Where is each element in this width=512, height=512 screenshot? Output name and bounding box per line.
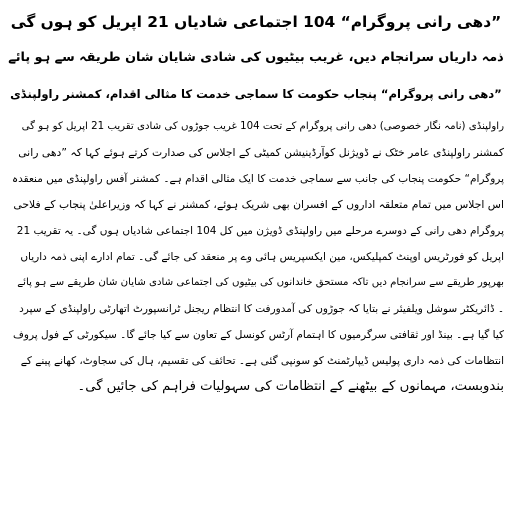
headline-sub-2: ”دھی رانی پروگرام“ پنجاب حکومت کا سماجی خدمت کا مثالی اقدام، کمشنر راولپنڈی xyxy=(10,87,502,101)
body-line: ۔ ڈائریکٹر سوشل ویلفیئر نے بتایا کہ جوڑوں کی آمدورفت کا انتظام ریجنل ٹرانسپورٹ اتھارٹی راولپنڈی کے سپرد xyxy=(19,303,504,315)
body-line: راولپنڈی (نامہ نگار خصوصی) دھی رانی پروگرام کے تحت 104 غریب جوڑوں کی شادی تقریب 21 اپریل کو ہو گی xyxy=(21,121,504,132)
body-line: بندوبست، مہمانوں کے بیٹھنے کے انتظامات کی سہولیات فراہم کی جائیں گی۔ xyxy=(77,379,504,394)
body-line: بھرپور طریقے سے سرانجام دیں تاکہ مستحق خاندانوں کی بیٹیوں کی اجتماعی شادی شایان شان طریقے سے ہو پائے xyxy=(17,277,504,288)
body-line: اس اجلاس میں تمام متعلقہ اداروں کے افسران بھی شریک ہوئے، کمشنر نے کہا کہ وزیراعلیٰ پنجاب کے فلاحی xyxy=(13,198,504,211)
body-line: کمشنر راولپنڈی عامر خٹک نے ڈویژنل کوآرڈینیشن کمیٹی کے اجلاس کی صدارت کرتے ہوئے کہا کہ ”دھی رانی xyxy=(18,146,504,159)
body-line: اپریل کو فورٹریس اوپنٹ کمپلیکس، مین ایکسپریس ہائی وے پر منعقد کی جائے گی۔ تمام ادارے اپنی ذمہ داریاں xyxy=(20,251,504,263)
body-line: پروگرام“ حکومت پنجاب کی جانب سے سماجی خدمت کا ایک مثالی اقدام ہے۔ کمشنر آفس راولپنڈی میں منعقدہ xyxy=(11,173,504,185)
headline-sub-1: ذمہ داریاں سرانجام دیں، غریب بیٹیوں کی شادی شایان شان طریقہ سے ہو پائے xyxy=(8,50,504,65)
body-line: انتظامات کی ذمہ داری پولیس ڈیپارٹمنٹ کو سونپی گئی ہے۔ تحائف کی تقسیم، ہال کی سجاوٹ، کھانے پینے کے xyxy=(20,355,504,367)
body-line: کیا گیا ہے۔ بینڈ اور ثقافتی سرگرمیوں کا اہتمام آرٹس کونسل کے تعاون سے کیا جائے گا۔ سیکورٹی کے فول پروف xyxy=(12,329,504,341)
headline-main: ”دھی رانی پروگرام“ 104 اجتماعی شادیاں 21 اپریل کو ہوں گی xyxy=(10,13,502,31)
article-body xyxy=(8,114,504,400)
body-line: پروگرام دھی رانی کے دوسرے مرحلے میں راولپنڈی ڈویژن میں کل 104 اجتماعی شادیاں ہوں گی۔ یہ تقریب 21 xyxy=(16,225,504,237)
